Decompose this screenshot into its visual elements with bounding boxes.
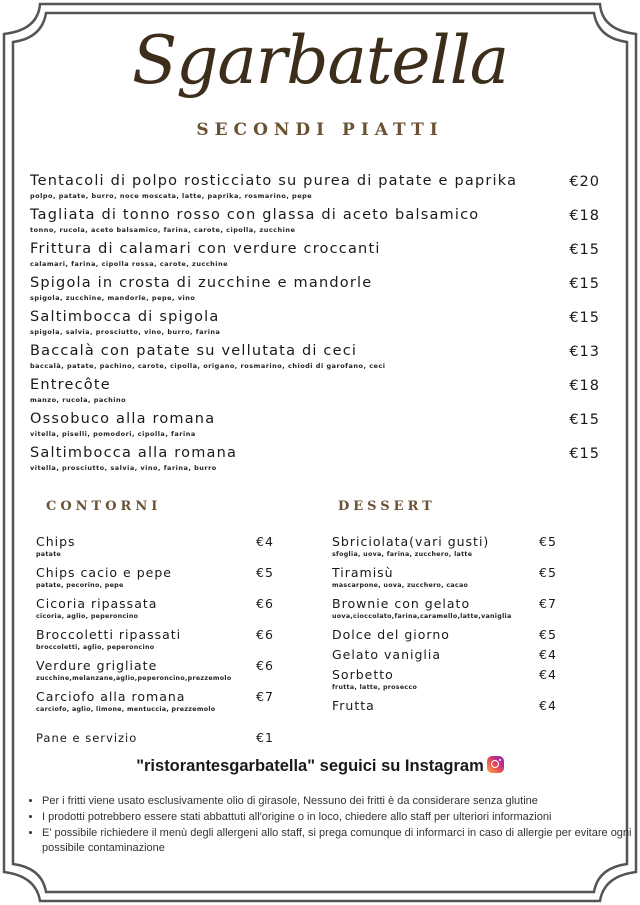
item-ingredients: sfoglia, uova, farina, zucchero, latte: [332, 551, 473, 558]
item-name: Carciofo alla romana: [36, 689, 186, 704]
item-price: €18: [569, 208, 600, 224]
contorni-title: CONTORNI: [46, 499, 162, 514]
menu-item: [30, 410, 610, 444]
item-price: €15: [569, 242, 600, 258]
item-price: €4: [539, 647, 557, 662]
item-price: €15: [569, 446, 600, 462]
item-name: Tentacoli di polpo rosticciato su purea di patate e paprika: [30, 173, 518, 189]
item-ingredients: spigola, zucchine, mandorle, pepe, vino: [30, 294, 196, 302]
item-price: €15: [569, 310, 600, 326]
item-price: €7: [256, 689, 274, 704]
item-price: €5: [539, 565, 557, 580]
menu-item: [332, 667, 562, 698]
item-price: €13: [569, 344, 600, 360]
menu-item: [30, 240, 610, 274]
menu-item: [30, 206, 610, 240]
item-price: €4: [256, 534, 274, 549]
item-price: €5: [256, 565, 274, 580]
note-item: • Per i fritti viene usato esclusivamente olio di girasole, Nessuno dei fritti è da considerare senza glutine: [42, 794, 634, 809]
notes-list: [28, 794, 634, 857]
menu-item: [30, 444, 610, 478]
item-name: Dolce del giorno: [332, 627, 450, 642]
item-ingredients: calamari, farina, cipolla rossa, carote, zucchine: [30, 260, 229, 268]
dessert-title: DESSERT: [338, 499, 436, 514]
menu-item: [36, 689, 276, 720]
item-name: Cicoria ripassata: [36, 596, 158, 611]
restaurant-logo: Sgarbatella: [131, 22, 509, 99]
item-ingredients: patate, pecorino, pepe: [36, 582, 124, 589]
item-name: Frutta: [332, 698, 375, 713]
menu-item: [332, 565, 562, 596]
menu-item: [30, 342, 610, 376]
item-price: €6: [256, 596, 274, 611]
item-ingredients: patate: [36, 551, 62, 558]
instagram-text: "ristorantesgarbatella" seguici su Instagram: [136, 757, 484, 775]
item-name: Broccoletti ripassati: [36, 627, 182, 642]
item-name: Gelato vaniglia: [332, 647, 442, 662]
item-ingredients: mascarpone, uova, zucchero, cacao: [332, 582, 469, 589]
menu-item: [332, 647, 562, 667]
item-price: €4: [539, 667, 557, 682]
item-name: Verdure grigliate: [36, 658, 158, 673]
item-ingredients: vitella, piselli, pomodori, cipolla, farina: [30, 430, 196, 438]
item-name: Tagliata di tonno rosso con glassa di aceto balsamico: [30, 207, 480, 223]
secondi-title: SECONDI PIATTI: [196, 120, 444, 140]
item-name: Spigola in crosta di zucchine e mandorle: [30, 275, 373, 291]
item-name: Chips: [36, 534, 76, 549]
menu-item: [36, 658, 276, 689]
item-name: Ossobuco alla romana: [30, 411, 216, 427]
pane-servizio: [36, 730, 276, 746]
item-name: Frittura di calamari con verdure croccanti: [30, 241, 381, 257]
item-ingredients: baccalà, patate, pachino, carote, cipolla, origano, rosmarino, chiodi di garofano, ceci: [30, 362, 386, 370]
item-price: €20: [569, 174, 600, 190]
menu-item: [30, 274, 610, 308]
item-ingredients: cicoria, aglio, peperoncino: [36, 613, 139, 620]
secondi-list: [30, 172, 610, 478]
menu-item: [30, 172, 610, 206]
item-name: Sorbetto: [332, 667, 394, 682]
item-name: Pane e servizio: [36, 731, 138, 745]
item-ingredients: manzo, rucola, pachino: [30, 396, 127, 404]
item-name: Brownie con gelato: [332, 596, 471, 611]
item-name: Tiramisù: [332, 565, 394, 580]
item-name: Saltimbocca alla romana: [30, 445, 238, 461]
instagram-line: [0, 756, 640, 776]
menu-item: [332, 627, 562, 647]
note-item: • I prodotti potrebbero essere stati abbattuti all'origine o in loco, chiedere allo staff per ulteriori informazioni: [42, 810, 634, 825]
menu-item: [36, 596, 276, 627]
item-price: €5: [539, 534, 557, 549]
item-price: €4: [539, 698, 557, 713]
item-ingredients: zucchine,melanzane,aglio,peperoncino,prezzemolo: [36, 675, 232, 682]
item-name: Baccalà con patate su vellutata di ceci: [30, 343, 358, 359]
item-name: Chips cacio e pepe: [36, 565, 172, 580]
menu-item: [36, 627, 276, 658]
menu-item: [36, 565, 276, 596]
item-ingredients: broccoletti, aglio, peperoncino: [36, 644, 155, 651]
item-ingredients: tonno, rucola, aceto balsamico, farina, carote, cipolla, zucchine: [30, 226, 296, 234]
menu-item: [30, 308, 610, 342]
menu-item: [332, 534, 562, 565]
item-price: €6: [256, 627, 274, 642]
dessert-list: [332, 534, 562, 718]
menu-item: [36, 534, 276, 565]
note-item: • E' possibile richiedere il menù degli allergeni allo staff, si prega comunque di informarci in caso di allergie per evitare ogni possibile contaminazione: [42, 826, 634, 856]
item-price: €15: [569, 412, 600, 428]
item-price: €6: [256, 658, 274, 673]
item-name: Saltimbocca di spigola: [30, 309, 220, 325]
menu-item: [332, 596, 562, 627]
item-price: €15: [569, 276, 600, 292]
item-name: Entrecôte: [30, 377, 111, 393]
item-ingredients: uova,cioccolato,farina,caramello,latte,vaniglia: [332, 613, 512, 620]
instagram-icon[interactable]: [487, 756, 504, 773]
item-ingredients: polpo, patate, burro, noce moscata, latte, paprika, rosmarino, pepe: [30, 192, 313, 200]
item-ingredients: vitella, prosciutto, salvia, vino, farina, burro: [30, 464, 217, 472]
item-ingredients: carciofo, aglio, limone, mentuccia, prezzemolo: [36, 706, 216, 713]
item-ingredients: frutta, latte, prosecco: [332, 684, 418, 691]
menu-item: [30, 376, 610, 410]
item-price: €18: [569, 378, 600, 394]
menu-item: [332, 698, 562, 718]
contorni-list: [36, 534, 276, 720]
item-name: Sbriciolata(vari gusti): [332, 534, 490, 549]
item-price: €7: [539, 596, 557, 611]
item-ingredients: spigola, salvia, prosciutto, vino, burro, farina: [30, 328, 221, 336]
item-price: €1: [256, 730, 274, 745]
item-price: €5: [539, 627, 557, 642]
